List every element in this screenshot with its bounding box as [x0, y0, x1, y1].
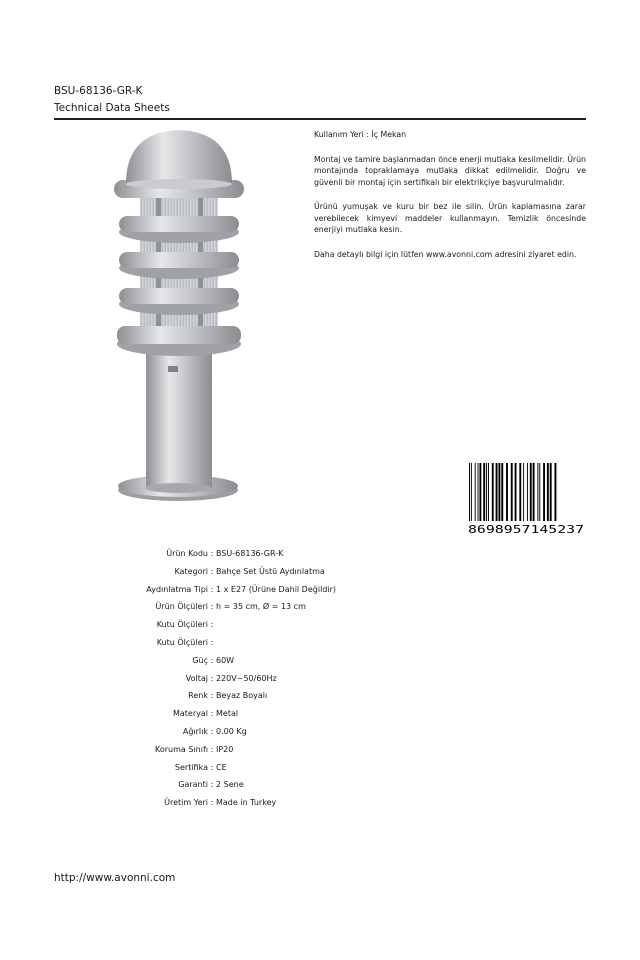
spec-row — [54, 741, 586, 759]
document-subtitle: Technical Data Sheets — [54, 102, 170, 114]
barcode-digits: 8698957145237 — [468, 525, 584, 535]
spec-separator: : — [210, 655, 214, 665]
document-header — [54, 84, 586, 120]
spec-separator: : — [210, 780, 214, 790]
barcode-bar — [527, 463, 528, 521]
spec-row — [54, 616, 586, 634]
spec-row — [54, 652, 586, 670]
spec-separator: : — [210, 602, 214, 612]
spec-table — [54, 545, 586, 812]
spec-value: CE — [216, 762, 227, 772]
spec-row — [54, 670, 586, 688]
spec-label: Üretim Yeri — [164, 798, 208, 808]
spec-label: Kutu Ölçüleri — [156, 637, 208, 647]
spec-value: IP20 — [216, 744, 234, 754]
spec-separator: : — [210, 620, 214, 630]
spec-separator: : — [210, 709, 214, 719]
spec-label: Ürün Kodu — [166, 549, 208, 558]
spec-separator: : — [210, 566, 214, 576]
barcode-bar — [537, 463, 538, 521]
barcode-bar — [496, 463, 498, 521]
barcode-bar — [475, 463, 476, 521]
spec-label: Garanti — [178, 780, 208, 790]
barcode-bar — [488, 463, 489, 521]
spec-value: 0.00 Kg — [216, 726, 247, 736]
spec-row — [54, 759, 586, 777]
spec-label: Kategori — [174, 566, 208, 576]
spec-separator: : — [210, 673, 214, 683]
barcode-bar — [492, 463, 494, 521]
spec-row — [54, 545, 586, 563]
spec-row — [54, 687, 586, 705]
spec-label: Koruma Sınıfı — [155, 744, 208, 754]
spec-separator: : — [210, 637, 214, 647]
spec-label: Renk — [188, 691, 208, 701]
barcode-bar — [479, 463, 481, 521]
spec-row — [54, 581, 586, 599]
barcode-bar — [501, 463, 503, 521]
barcode-bar — [483, 463, 485, 521]
spec-value: 60W — [216, 655, 235, 665]
usage-location-text: Kullanım Yeri : İç Mekan — [314, 130, 407, 139]
spec-separator: : — [210, 691, 214, 701]
cleaning-instructions-text: Ürünü yumuşak ve kuru bir bez ile silin. Ürün kaplamasına zarar verebilecek kimyevi maddeler kullanmayın. Temizlik öncesinde enerjiyi mutlaka kesin. — [314, 202, 586, 234]
barcode-graphic — [467, 463, 585, 535]
spec-value: Bahçe Set Üstü Aydınlatma — [216, 566, 325, 576]
barcode-bar — [511, 463, 513, 521]
spec-label: Kutu Ölçüleri — [156, 620, 208, 630]
barcode-bar — [515, 463, 517, 521]
spec-separator: : — [210, 549, 214, 558]
spec-row — [54, 723, 586, 741]
spec-row — [54, 776, 586, 794]
barcode-bar — [543, 463, 545, 521]
barcode-bar — [506, 463, 508, 521]
spec-separator: : — [210, 744, 214, 754]
barcode-bar — [533, 463, 535, 521]
spec-value: 1 x E27 (Ürüne Dahil Değildir) — [216, 584, 336, 594]
barcode — [467, 463, 585, 535]
spec-value: BSU-68136-GR-K — [216, 549, 284, 558]
barcode-bar — [539, 463, 540, 521]
product-image — [108, 128, 256, 508]
header-divider — [54, 118, 586, 120]
spec-row — [54, 705, 586, 723]
usage-notes — [314, 129, 586, 273]
spec-value: Metal — [216, 709, 239, 719]
spec-separator: : — [210, 584, 214, 594]
spec-separator: : — [210, 762, 214, 772]
spec-value: Made in Turkey — [216, 798, 277, 808]
barcode-bar — [519, 463, 521, 521]
barcode-bar — [530, 463, 532, 521]
spec-label: Sertifika — [174, 762, 208, 772]
spec-label: Materyal — [172, 709, 208, 719]
spec-value: 220V~50/60Hz — [216, 673, 277, 683]
spec-label: Güç — [192, 655, 208, 665]
bollard-lamp-illustration — [108, 128, 256, 508]
spec-row — [54, 634, 586, 652]
barcode-bar — [478, 463, 479, 521]
barcode-bar — [471, 463, 472, 521]
spec-row — [54, 563, 586, 581]
spec-label: Ağırlık — [182, 726, 208, 736]
spec-label: Aydınlatma Tipi — [146, 584, 208, 594]
spec-value: h = 35 cm, Ø = 13 cm — [216, 602, 306, 612]
spec-label: Voltaj — [185, 673, 208, 683]
spec-separator: : — [210, 726, 214, 736]
spec-separator: : — [210, 798, 214, 808]
footer-url[interactable]: http://www.avonni.com — [54, 872, 176, 884]
barcode-bar — [550, 463, 552, 521]
barcode-bar — [498, 463, 500, 521]
spec-label: Ürün Ölçüleri — [155, 602, 208, 612]
spec-row — [54, 598, 586, 616]
product-code-title: BSU-68136-GR-K — [54, 85, 143, 97]
barcode-bar — [547, 463, 549, 521]
spec-value: 2 Sene — [216, 780, 244, 790]
barcode-bar — [486, 463, 487, 521]
barcode-bar — [555, 463, 557, 521]
barcode-bar — [469, 463, 470, 521]
spec-value: Beyaz Boyalı — [216, 691, 268, 701]
spec-row — [54, 794, 586, 812]
safety-warning-text: Montaj ve tamire başlanmadan önce enerji mutlaka kesilmelidir. Ürün montajında topraklamaya mutlaka dikkat edilmelidir. Doğru ve güvenli bir montaj için sertifikalı bir elektrikçiye başvurulmalıdır. — [314, 154, 586, 187]
more-info-text: Daha detaylı bilgi için lütfen www.avonni.com adresini ziyaret edin. — [314, 249, 577, 259]
barcode-bar — [523, 463, 524, 521]
